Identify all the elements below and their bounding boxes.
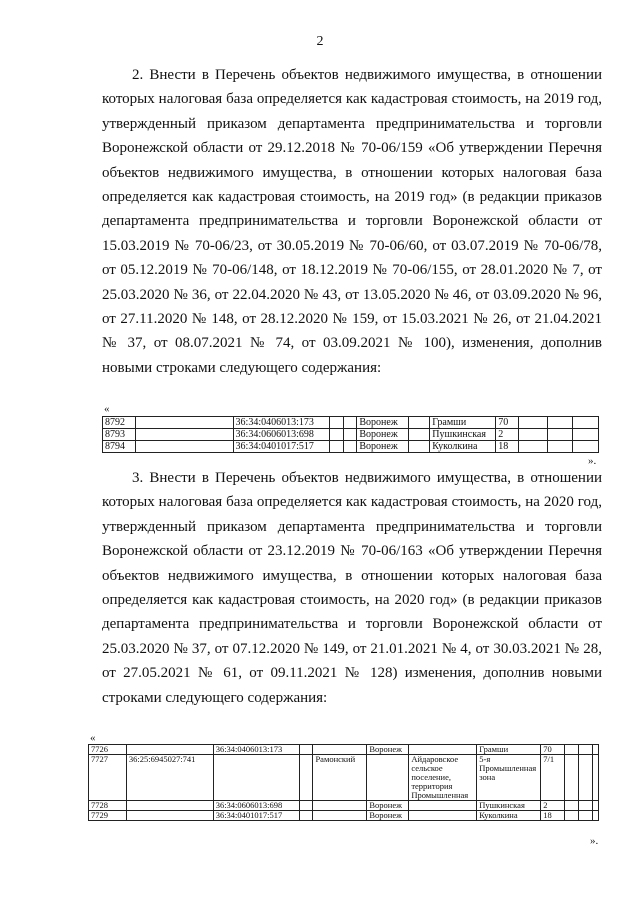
table-cell: 7/1: [541, 755, 565, 801]
table-cell: [313, 745, 367, 755]
table-cell: [135, 417, 233, 429]
table-cell: [565, 745, 579, 755]
table-cell: [344, 429, 357, 441]
table-row: [89, 755, 599, 801]
table-cell: Пушкинская: [477, 801, 541, 811]
table-cell: [126, 745, 213, 755]
table-cell: Пушкинская: [430, 429, 496, 441]
table-cell: Воронеж: [357, 417, 409, 429]
table-cell: [409, 745, 477, 755]
table-cell: Воронеж: [357, 429, 409, 441]
table-cell: [135, 441, 233, 453]
table-cell: 8794: [103, 441, 136, 453]
table-cell: [579, 755, 593, 801]
table-row: [103, 429, 599, 441]
table-cell: [519, 429, 548, 441]
table-cell: 36:34:0606013:698: [233, 429, 330, 441]
table-cell: [592, 745, 598, 755]
table-cell: [565, 811, 579, 821]
table-cell: [330, 417, 344, 429]
table-cell: [565, 801, 579, 811]
table-row: [103, 441, 599, 453]
table-cell: [313, 801, 367, 811]
table-cell: 7727: [89, 755, 127, 801]
table-cell: 36:34:0401017:517: [233, 441, 330, 453]
table-cell: 7728: [89, 801, 127, 811]
table-cell: 70: [541, 745, 565, 755]
table-cell: 36:34:0406013:173: [213, 745, 299, 755]
table-cell: Куколкина: [430, 441, 496, 453]
page-number: 2: [316, 34, 324, 49]
table-cell: Айдаровское сельское поселение, территория Промышленная: [409, 755, 477, 801]
table-cell: [126, 811, 213, 821]
table-cell: 7726: [89, 745, 127, 755]
table-cell: [367, 755, 409, 801]
table-cell: [313, 811, 367, 821]
table-cell: 8793: [103, 429, 136, 441]
table-cell: [565, 755, 579, 801]
table-cell: [299, 801, 313, 811]
table-cell: [519, 441, 548, 453]
table-cell: Воронеж: [357, 441, 409, 453]
paragraph-item-2: 2. Внести в Перечень объектов недвижимого имущества, в отношении которых налоговая база определяется как кадастровая стоимость, на 2019 год, утвержденный приказом департамента предпринимательства и торговли Воронежской области от 29.12.2018 № 70-06/159 «Об утверждении Перечня объектов недвижимого имущества, в отношении которых налоговая база определяется как кадастровая стоимость, на 2019 год» (в редакции приказов департамента предпринимательства и торговли Воронежской области от 15.03.2019 № 70-06/23, от 30.05.2019 № 70-06/60, от 03.07.2019 № 70-06/78, от 05.12.2019 № 70-06/148, от 18.12.2019 № 70-06/155, от 28.01.2020 № 7, от 25.03.2020 № 36, от 22.04.2020 № 43, от 13.05.2020 № 46, от 03.09.2020 № 96, от 27.11.2020 № 148, от 28.12.2020 № 159, от 15.03.2021 № 26, от 21.04.2021 № 37, от 08.07.2021 № 74, от 03.09.2021 № 100), изменения, дополнив новыми строками следующего содержания:: [102, 67, 602, 376]
table-cell: [299, 755, 313, 801]
table-row: [89, 811, 599, 821]
table-cell: 18: [541, 811, 565, 821]
table-cell: 36:34:0401017:517: [213, 811, 299, 821]
table-cell: [579, 811, 593, 821]
table-cell: [548, 429, 573, 441]
table-cell: [592, 801, 598, 811]
open-quote-1: «: [104, 403, 110, 415]
table-cell: [572, 429, 598, 441]
table-cell: [299, 811, 313, 821]
open-quote-2: «: [90, 732, 96, 744]
table-cell: [330, 441, 344, 453]
table-cell: 18: [496, 441, 519, 453]
table-cell: [135, 429, 233, 441]
table-cell: [519, 417, 548, 429]
table-cell: Воронеж: [367, 801, 409, 811]
paragraph-item-3: 3. Внести в Перечень объектов недвижимого имущества, в отношении которых налоговая база определяется как кадастровая стоимость, на 2020 год, утвержденный приказом департамента предпринимательства и торговли Воронежской области от 23.12.2019 № 70-06/163 «Об утверждении Перечня объектов недвижимого имущества, в отношении которых налоговая база определяется как кадастровая стоимость, на 2020 год» (в редакции приказов департамента предпринимательства и торговли Воронежской области от 25.03.2020 № 37, от 07.12.2020 № 149, от 21.01.2021 № 4, от 30.03.2021 № 28, от 27.05.2021 № 61, от 09.11.2021 № 128) изменения, дополнив новыми строками следующего содержания:: [102, 470, 602, 706]
table-cell: Рамонский: [313, 755, 367, 801]
table-cell: 7729: [89, 811, 127, 821]
table-cell: [592, 755, 598, 801]
table-cell: 2: [541, 801, 565, 811]
table-cell: 5-я Промышленная зона: [477, 755, 541, 801]
table-cell: [344, 417, 357, 429]
table-cell: [572, 441, 598, 453]
close-quote-2: ».: [590, 835, 599, 847]
table-cell: [409, 441, 430, 453]
objects-table-2019: [102, 416, 599, 453]
table-cell: Грамши: [477, 745, 541, 755]
table-cell: Грамши: [430, 417, 496, 429]
table-cell: [299, 745, 313, 755]
table-cell: Воронеж: [367, 811, 409, 821]
table-cell: [409, 811, 477, 821]
close-quote-1: ».: [588, 455, 597, 467]
table-cell: [213, 755, 299, 801]
table-row: [89, 801, 599, 811]
table-row: [89, 745, 599, 755]
table-cell: 2: [496, 429, 519, 441]
table-cell: 36:25:6945027:741: [126, 755, 213, 801]
table-cell: [330, 429, 344, 441]
table-cell: [548, 441, 573, 453]
table-cell: [579, 745, 593, 755]
table-cell: [548, 417, 573, 429]
objects-table-2020: [88, 744, 599, 821]
table-cell: 36:34:0406013:173: [233, 417, 330, 429]
table-cell: 36:34:0606013:698: [213, 801, 299, 811]
table-cell: Куколкина: [477, 811, 541, 821]
table-cell: 8792: [103, 417, 136, 429]
table-cell: [409, 801, 477, 811]
table-cell: [592, 811, 598, 821]
table-cell: [572, 417, 598, 429]
table-cell: Воронеж: [367, 745, 409, 755]
table-row: [103, 417, 599, 429]
table-cell: [579, 801, 593, 811]
table-cell: 70: [496, 417, 519, 429]
table-cell: [409, 417, 430, 429]
table-cell: [409, 429, 430, 441]
table-cell: [126, 801, 213, 811]
table-cell: [344, 441, 357, 453]
